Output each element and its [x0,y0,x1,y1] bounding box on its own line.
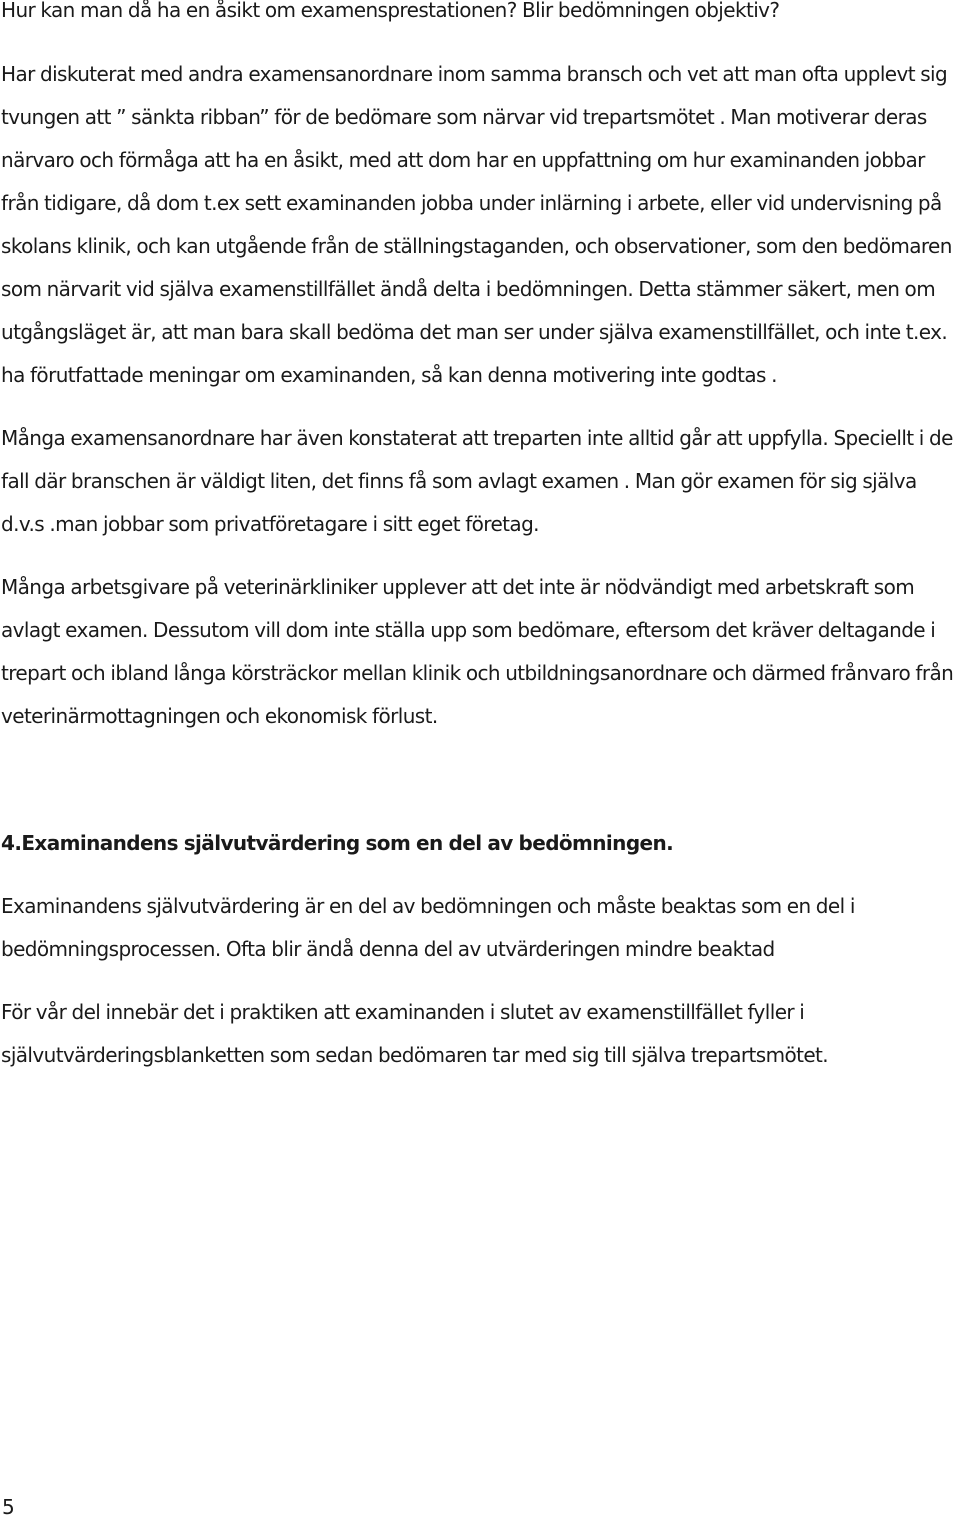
spacer [1,32,960,53]
spacer [1,546,960,566]
paragraph-employers: Många arbetsgivare på veterinärkliniker upplever att det inte är nödvändigt med arbetskraft som avlagt examen. Dessutom vill dom inte ställa upp som bedömare, eftersom det kräver deltagande i trepart och ibland långa körsträckor mellan klinik och utbildningsanordnare och därmed frånvaro från veterinärmottagningen och ekonomisk förlust. [1,575,954,728]
section-number: 4. [1,831,22,855]
paragraph-treparty: Många examensanordnare har även konstaterat att treparten inte alltid går att uppfylla. Speciellt i de fall där branschen är väldigt liten, det finns få som avlagt examen . Man gör examen för sig själva d.v.s .man jobbar som privatföretagare i sitt eget företag. [1,426,953,536]
intro-question: Hur kan man då ha en åsikt om examensprestationen? Blir bedömningen objektiv? [1,0,780,22]
page-number: 5 [2,1495,15,1519]
paragraph-discussion: Har diskuterat med andra examensanordnare inom samma bransch och vet att man ofta upplevt sig tvungen att ” sänkta ribban” för de bedömare som närvar vid trepartsmötet . Man motiverar deras närvaro och förmåga att ha en åsikt, med att dom har en uppfattning om hur examinanden jobbar från tidigare, då dom t.ex sett examinanden jobba under inlärning i arbete, eller vid undervisning på skolans klinik, och kan utgående från de ställningstaganden, och observationer, som den bedömaren som närvarit vid själva examenstillfället ändå delta i bedömningen. Detta stämmer säkert, men om utgångsläget är, att man bara skall bedöma det man ser under själva examenstillfället, och inte t.ex. ha förutfattade meningar om examinanden, så kan denna motivering inte godtas . [1,62,952,387]
section-heading [1,822,960,865]
spacer [1,397,960,417]
spacer [1,738,960,822]
paragraph-self-evaluation: Examinandens självutvärdering är en del av bedömningen och måste beaktas som en del i bedömningsprocessen. Ofta blir ändå denna del av utvärderingen mindre beaktad [1,894,855,961]
paragraph-practice: För vår del innebär det i praktiken att examinanden i slutet av examenstillfället fyller i självutvärderingsblanketten som sedan bedömaren tar med sig till själva trepartsmötet. [1,1000,829,1067]
spacer [1,971,960,991]
spacer [1,865,960,885]
section-title: Examinandens självutvärdering som en del av bedömningen. [21,831,674,855]
